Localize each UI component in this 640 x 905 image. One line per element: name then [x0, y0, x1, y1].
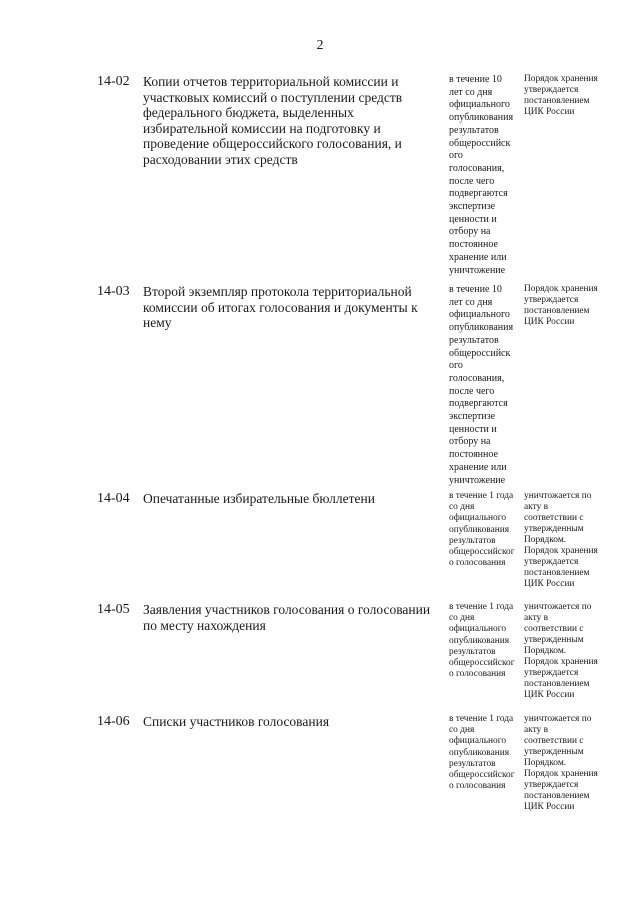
row-code: 14-02 [97, 74, 130, 89]
row-description: Опечатанные избирательные бюллетени [143, 491, 375, 506]
row-note: уничтожается по акту в соответствии с утвержденным Порядком. Порядок хранения утверждается постановлением ЦИК России [524, 714, 598, 812]
row-description: Списки участников голосования [143, 714, 330, 729]
row-retention-term: в течение 1 года со дня официального опубликования результатов общероссийског о голосования [449, 714, 515, 792]
row-description: Заявления участников голосования о голосовании по месту нахождения [143, 602, 431, 633]
row-note: уничтожается по акту в соответствии с утвержденным Порядком. Порядок хранения утверждается постановлением ЦИК России [524, 602, 598, 700]
row-code: 14-05 [97, 602, 130, 617]
row-description: Второй экземпляр протокола территориальной комиссии об итогах голосования и документы к нему [143, 284, 418, 330]
row-retention-term: в течение 10 лет со дня официального опубликования результатов общероссийск ого голосования, после чего подвергаются экспертизе ценности и отбору на постоянное хранение или уничтожение [449, 74, 514, 276]
row-description: Копии отчетов территориальной комиссии и участковых комиссий о поступлении средств федерального бюджета, выделенных избирательной комиссии на подготовку и проведение общероссийского голосования, и расходовании этих средств [143, 74, 403, 167]
row-retention-term: в течение 1 года со дня официального опубликования результатов общероссийског о голосования [449, 491, 515, 569]
row-code: 14-06 [97, 714, 130, 729]
row-note: уничтожается по акту в соответствии с утвержденным Порядком. Порядок хранения утверждается постановлением ЦИК России [524, 491, 598, 589]
row-retention-term: в течение 1 года со дня официального опубликования результатов общероссийског о голосования [449, 602, 515, 680]
row-note: Порядок хранения утверждается постановлением ЦИК России [524, 284, 598, 327]
row-code: 14-04 [97, 491, 130, 506]
row-note: Порядок хранения утверждается постановлением ЦИК России [524, 74, 598, 117]
row-retention-term: в течение 10 лет со дня официального опубликования результатов общероссийск ого голосования, после чего подвергаются экспертизе ценности и отбору на постоянное хранение или уничтожение [449, 284, 514, 486]
row-code: 14-03 [97, 284, 130, 299]
page-number: 2 [316, 38, 324, 53]
